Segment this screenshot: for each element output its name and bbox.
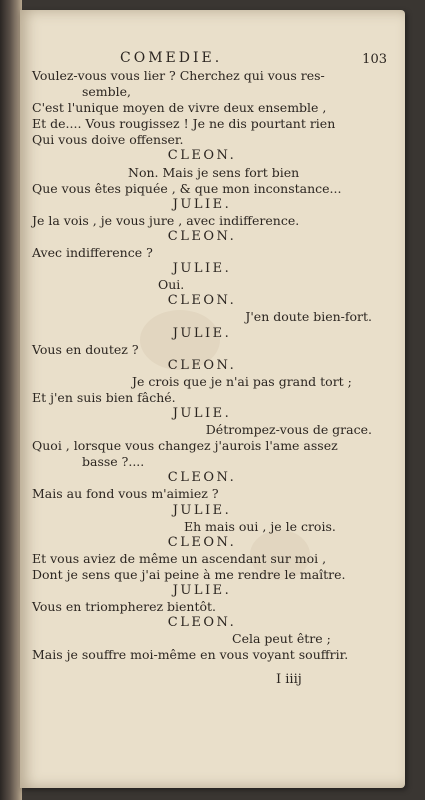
verse-line: Et vous aviez de même un ascendant sur moi , bbox=[32, 550, 327, 566]
verse-line: Non. Mais je sens fort bien bbox=[128, 164, 300, 180]
book-spine-shadow bbox=[0, 0, 22, 800]
verse-line: Que vous êtes piquée , & que mon inconstance... bbox=[32, 180, 342, 196]
verse-line: C'est l'unique moyen de vivre deux ensemble , bbox=[32, 100, 327, 116]
verse-line: Je la vois , je vous jure , avec indifference. bbox=[32, 212, 300, 228]
page-number: 103 bbox=[362, 52, 387, 67]
verse-line: Mais je souffre moi-même en vous voyant souffrir. bbox=[32, 647, 349, 663]
signature-mark: I iiij bbox=[276, 672, 302, 687]
verse-line: Voulez-vous vous lier ? Cherchez qui vous res- bbox=[32, 68, 325, 83]
verse-line: Avec indifference ? bbox=[32, 245, 153, 261]
verse-line: Mais au fond vous m'aimiez ? bbox=[32, 486, 219, 502]
play-text bbox=[32, 68, 372, 663]
speaker-name: JULIE. bbox=[172, 583, 232, 598]
speaker-name: CLEON. bbox=[167, 534, 237, 550]
speaker-name: JULIE. bbox=[172, 405, 232, 421]
speaker-name: CLEON. bbox=[167, 148, 237, 164]
speaker-name: JULIE. bbox=[172, 502, 232, 518]
verse-line: Détrompez-vous de grace. bbox=[205, 422, 372, 438]
speaker-name: CLEON. bbox=[167, 470, 237, 486]
verse-line: Vous en triompherez bientôt. bbox=[32, 599, 217, 615]
verse-line: Cela peut être ; bbox=[232, 631, 331, 647]
verse-line: Vous en doutez ? bbox=[32, 341, 139, 357]
verse-line: Oui. bbox=[158, 277, 185, 293]
verse-line: Qui vous doive offenser. bbox=[32, 132, 184, 148]
verse-line: Dont je sens que j'ai peine à me rendre le maître. bbox=[32, 566, 346, 582]
speaker-name: JULIE. bbox=[172, 325, 232, 341]
verse-line: Quoi , lorsque vous changez j'aurois l'ame assez bbox=[32, 438, 338, 454]
verse-line: Et de.... Vous rougissez ! Je ne dis pourtant rien bbox=[32, 116, 336, 132]
speaker-name: JULIE. bbox=[172, 261, 232, 277]
verse-line: J'en doute bien-fort. bbox=[245, 309, 372, 325]
page-header bbox=[20, 48, 405, 68]
verse-line: semble, bbox=[82, 84, 132, 100]
speaker-name: CLEON. bbox=[167, 293, 237, 309]
running-head: COMEDIE. bbox=[120, 50, 223, 66]
speaker-name: CLEON. bbox=[167, 228, 237, 244]
speaker-name: CLEON. bbox=[167, 615, 237, 631]
speaker-name: JULIE. bbox=[172, 196, 232, 212]
speaker-name: CLEON. bbox=[167, 357, 237, 373]
verse-line: Eh mais oui , je le crois. bbox=[184, 518, 336, 534]
verse-line: basse ?.... bbox=[82, 454, 145, 470]
verse-line: Et j'en suis bien fâché. bbox=[32, 389, 176, 405]
verse-line: Je crois que je n'ai pas grand tort ; bbox=[132, 373, 352, 389]
